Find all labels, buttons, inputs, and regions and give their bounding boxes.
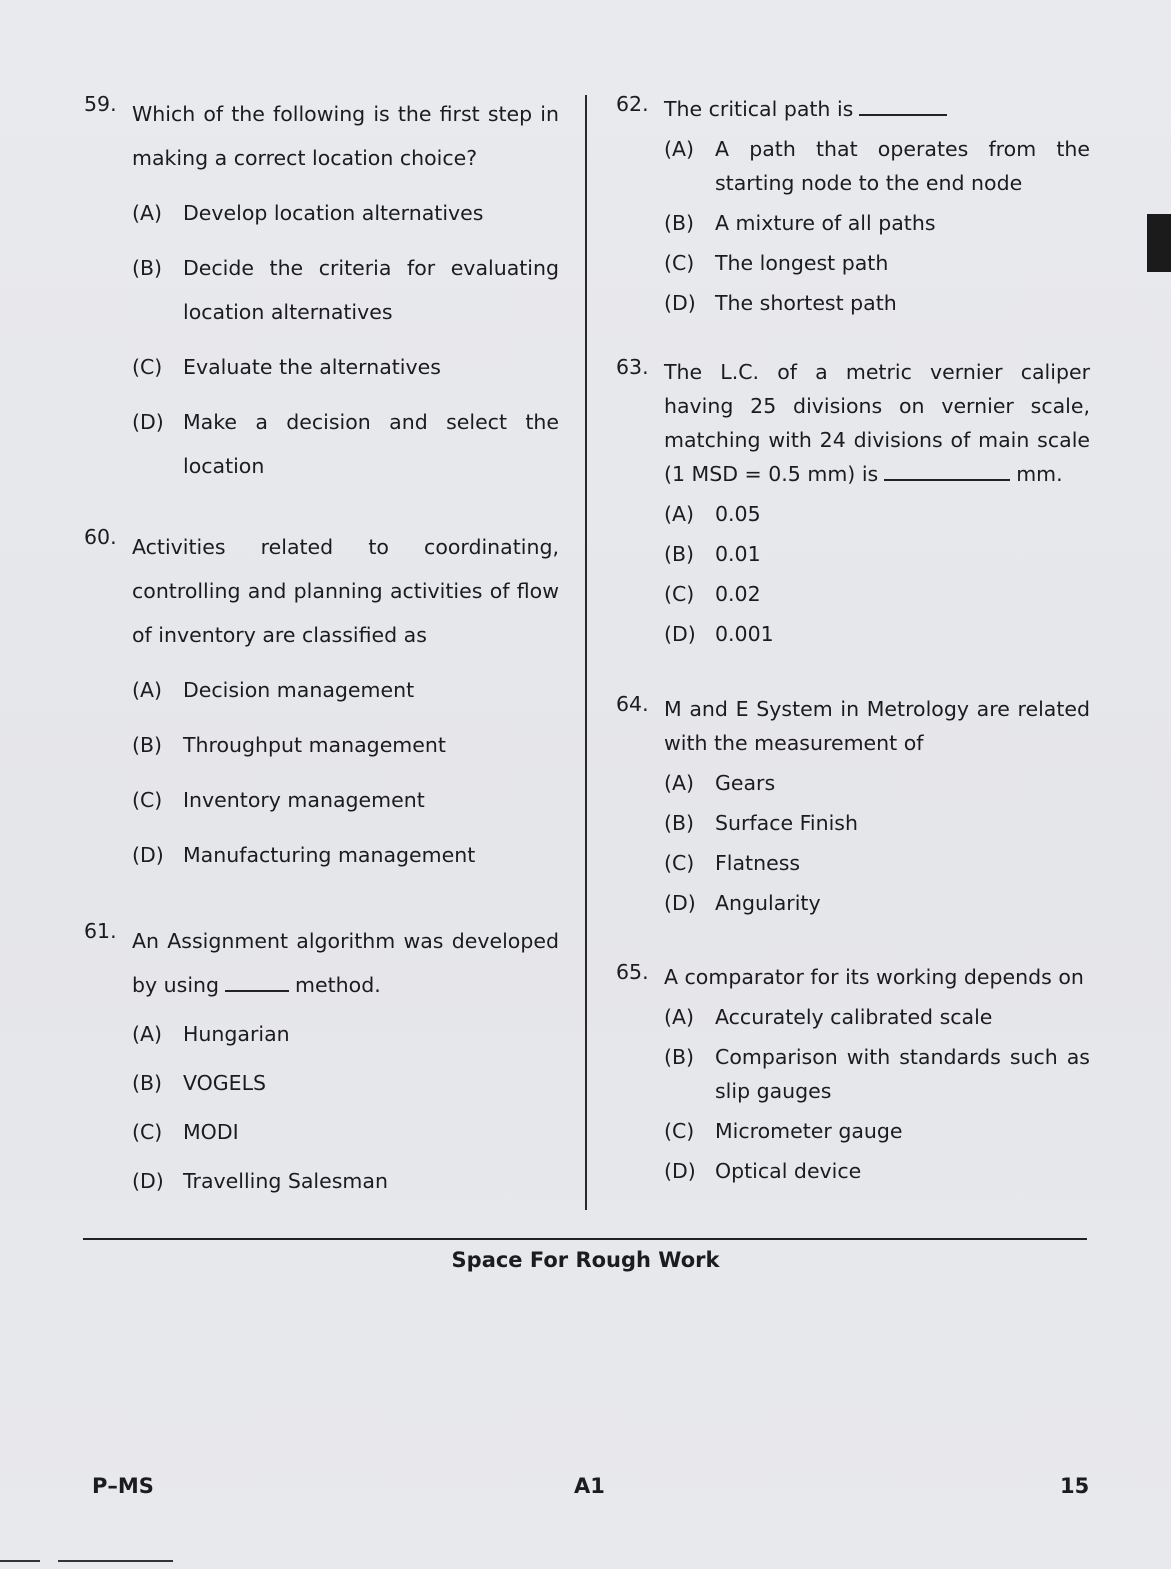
option-b — [132, 723, 559, 767]
option-c — [664, 577, 1090, 611]
option-text: Evaluate the alternatives — [183, 355, 441, 379]
left-column — [84, 92, 559, 1203]
option-a — [132, 668, 559, 712]
option-label: (C) — [132, 355, 163, 379]
option-label: (A) — [132, 678, 163, 702]
question-number: 62. — [616, 92, 649, 116]
option-text: Hungarian — [183, 1022, 290, 1046]
question-63 — [616, 355, 1090, 651]
option-label: (C) — [664, 1119, 695, 1143]
question-text-main: The critical path is — [664, 97, 854, 121]
option-c — [664, 1114, 1090, 1148]
question-number: 65. — [616, 960, 649, 984]
option-label: (B) — [664, 542, 695, 566]
option-d — [664, 1154, 1090, 1188]
rough-work-heading: Space For Rough Work — [451, 1248, 720, 1272]
option-label: (D) — [132, 1169, 164, 1193]
option-c — [132, 345, 559, 389]
option-label: (B) — [132, 733, 163, 757]
option-d — [664, 617, 1090, 651]
question-64 — [616, 692, 1090, 920]
option-b — [132, 246, 559, 334]
question-60 — [84, 525, 559, 877]
option-label: (A) — [664, 502, 695, 526]
answer-blank — [859, 94, 947, 116]
question-text — [132, 919, 559, 1007]
option-b — [664, 1040, 1090, 1108]
option-text: Throughput management — [183, 733, 446, 757]
option-a — [664, 132, 1090, 200]
option-label: (D) — [664, 291, 696, 315]
question-number: 61. — [84, 919, 117, 943]
bottom-edge-line — [0, 1560, 40, 1562]
question-text: A comparator for its working depends on — [664, 965, 1084, 989]
option-label: (B) — [664, 211, 695, 235]
question-body — [132, 92, 559, 488]
option-d — [664, 886, 1090, 920]
option-label: (D) — [132, 843, 164, 867]
question-text: Which of the following is the first step in making a correct location choice? — [132, 102, 559, 170]
option-label: (D) — [132, 410, 164, 434]
column-divider — [585, 95, 587, 1210]
question-body — [664, 692, 1090, 920]
option-text: Inventory management — [183, 788, 425, 812]
option-label: (A) — [664, 1005, 695, 1029]
option-a — [664, 766, 1090, 800]
question-number: 59. — [84, 92, 117, 116]
option-label: (B) — [664, 1045, 695, 1069]
option-label: (C) — [664, 251, 695, 275]
question-59 — [84, 92, 559, 488]
question-number: 60. — [84, 525, 117, 549]
question-65 — [616, 960, 1090, 1188]
option-text: Decide the criteria for evaluating location alternatives — [183, 256, 559, 324]
option-text: Optical device — [715, 1159, 862, 1183]
option-text: A path that operates from the starting node to the end node — [715, 137, 1090, 195]
question-text: Activities related to coordinating, controlling and planning activities of flow of inventory are classified as — [132, 535, 559, 647]
option-text: Decision management — [183, 678, 415, 702]
option-b — [664, 537, 1090, 571]
option-text: Develop location alternatives — [183, 201, 484, 225]
question-number: 64. — [616, 692, 649, 716]
option-label: (A) — [132, 1022, 163, 1046]
option-label: (C) — [664, 851, 695, 875]
answer-blank — [884, 459, 1010, 481]
question-body — [132, 525, 559, 877]
option-text: MODI — [183, 1120, 239, 1144]
option-d — [664, 286, 1090, 320]
option-d — [132, 833, 559, 877]
option-text: Gears — [715, 771, 776, 795]
question-text-before: The L.C. of a metric vernier caliper having 25 divisions on vernier scale, matching with 24 divisions of main scale (1 MSD = 0.5 mm) is — [664, 360, 1090, 486]
option-text: Manufacturing management — [183, 843, 476, 867]
edge-registration-mark — [1147, 214, 1171, 272]
footer-paper-code: P–MS — [92, 1474, 154, 1498]
question-text: M and E System in Metrology are related with the measurement of — [664, 697, 1090, 755]
option-text: VOGELS — [183, 1071, 267, 1095]
question-text — [664, 92, 1090, 126]
question-text-after: mm. — [1016, 462, 1063, 486]
option-label: (D) — [664, 622, 696, 646]
option-text: 0.01 — [715, 542, 761, 566]
option-b — [664, 206, 1090, 240]
option-text: Comparison with standards such as slip gauges — [715, 1045, 1090, 1103]
option-text: Micrometer gauge — [715, 1119, 903, 1143]
question-62 — [616, 92, 1090, 320]
option-text: 0.02 — [715, 582, 761, 606]
option-a — [132, 1012, 559, 1056]
question-body — [664, 92, 1090, 320]
option-c — [132, 1110, 559, 1154]
option-label: (D) — [664, 891, 696, 915]
question-body — [664, 355, 1090, 651]
question-text — [664, 355, 1090, 491]
option-label: (A) — [664, 771, 695, 795]
option-text: Accurately calibrated scale — [715, 1005, 993, 1029]
option-d — [132, 400, 559, 488]
option-text: Angularity — [715, 891, 821, 915]
option-text: The shortest path — [715, 291, 897, 315]
option-label: (A) — [664, 137, 695, 161]
question-body — [664, 960, 1090, 1188]
option-text: The longest path — [715, 251, 889, 275]
question-text-before: An Assignment algorithm was developed by using — [132, 929, 559, 997]
option-text: Make a decision and select the location — [183, 410, 559, 478]
option-d — [132, 1159, 559, 1203]
option-c — [664, 246, 1090, 280]
question-number: 63. — [616, 355, 649, 379]
option-label: (C) — [132, 1120, 163, 1144]
option-label: (C) — [132, 788, 163, 812]
option-label: (B) — [132, 256, 163, 280]
bottom-edge-line — [58, 1560, 173, 1562]
option-c — [664, 846, 1090, 880]
option-text: Flatness — [715, 851, 801, 875]
right-column — [616, 92, 1090, 1188]
option-a — [664, 1000, 1090, 1034]
option-text: Surface Finish — [715, 811, 858, 835]
option-text: A mixture of all paths — [715, 211, 936, 235]
option-text: Travelling Salesman — [183, 1169, 388, 1193]
option-b — [664, 806, 1090, 840]
option-label: (A) — [132, 201, 163, 225]
option-label: (C) — [664, 582, 695, 606]
option-b — [132, 1061, 559, 1105]
footer-series: A1 — [574, 1474, 605, 1498]
section-rule — [83, 1238, 1087, 1240]
question-61 — [84, 919, 559, 1203]
option-c — [132, 778, 559, 822]
option-label: (D) — [664, 1159, 696, 1183]
option-text: 0.001 — [715, 622, 774, 646]
option-label: (B) — [664, 811, 695, 835]
option-a — [664, 497, 1090, 531]
option-a — [132, 191, 559, 235]
footer-page-number: 15 — [1060, 1474, 1090, 1498]
question-body — [132, 919, 559, 1203]
answer-blank — [225, 970, 289, 992]
option-label: (B) — [132, 1071, 163, 1095]
option-text: 0.05 — [715, 502, 761, 526]
question-text-after: method. — [295, 973, 381, 997]
